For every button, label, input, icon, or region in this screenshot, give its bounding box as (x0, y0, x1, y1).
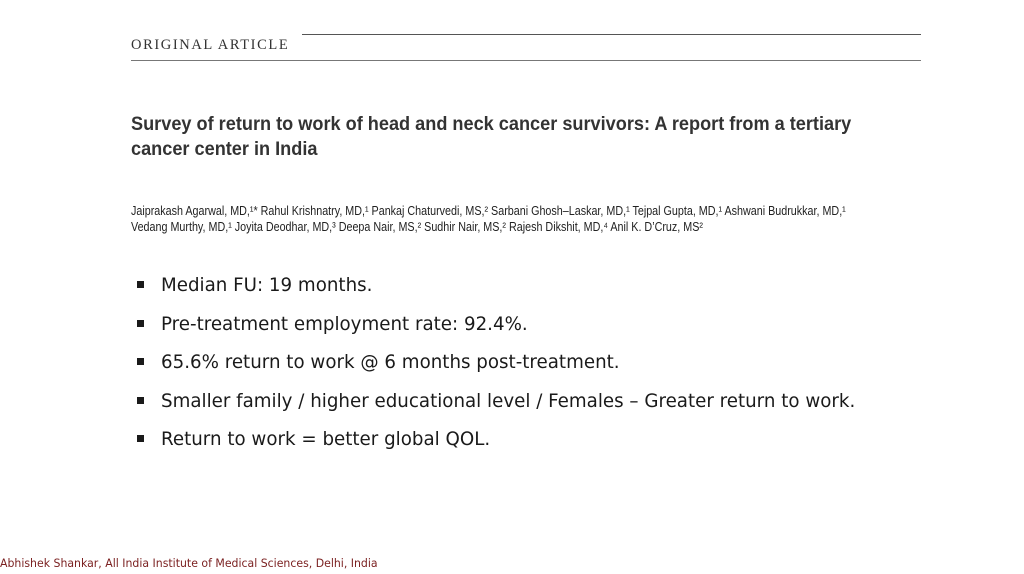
article-type-label: ORIGINAL ARTICLE (131, 37, 290, 53)
square-bullet-icon (137, 281, 144, 288)
square-bullet-icon (137, 320, 144, 327)
square-bullet-icon (137, 435, 144, 442)
bullet-item (134, 424, 954, 463)
author-line: Vedang Murthy, MD,¹ Joyita Deodhar, MD,³ Deepa Nair, MS,² Sudhir Nair, MS,² Rajesh Dikshit, MD,⁴ Anil K. D’Cruz, MS² (131, 220, 703, 234)
paper-title (131, 112, 875, 162)
header-rule-top (302, 34, 921, 35)
bullet-text: 65.6% return to work @ 6 months post-treatment. (161, 351, 620, 373)
slide-footer: Abhishek Shankar, All India Institute of Medical Sciences, Delhi, India (0, 556, 378, 570)
bullet-item (134, 386, 954, 425)
paper-title-line: cancer center in India (131, 138, 318, 160)
bullet-list (134, 270, 954, 463)
bullet-text: Smaller family / higher educational level / Females – Greater return to work. (161, 389, 856, 412)
article-header (131, 34, 921, 64)
square-bullet-icon (137, 397, 144, 404)
paper-title-line: Survey of return to work of head and neck cancer survivors: A report from a tertiary (131, 113, 852, 135)
bullet-item (134, 347, 954, 386)
square-bullet-icon (137, 358, 144, 365)
header-rule-bottom (131, 60, 921, 61)
bullet-text: Median FU: 19 months. (161, 274, 373, 296)
bullet-item (134, 309, 954, 348)
bullet-text: Return to work = better global QOL. (161, 428, 491, 450)
bullet-item (134, 270, 954, 309)
author-list (131, 203, 846, 235)
bullet-text: Pre-treatment employment rate: 92.4%. (161, 312, 528, 335)
author-line: Jaiprakash Agarwal, MD,¹* Rahul Krishnatry, MD,¹ Pankaj Chaturvedi, MS,² Sarbani Ghosh–Laskar, MD,¹ Tejpal Gupta, MD,¹ Ashwani Budrukkar, MD,¹ (131, 204, 846, 218)
